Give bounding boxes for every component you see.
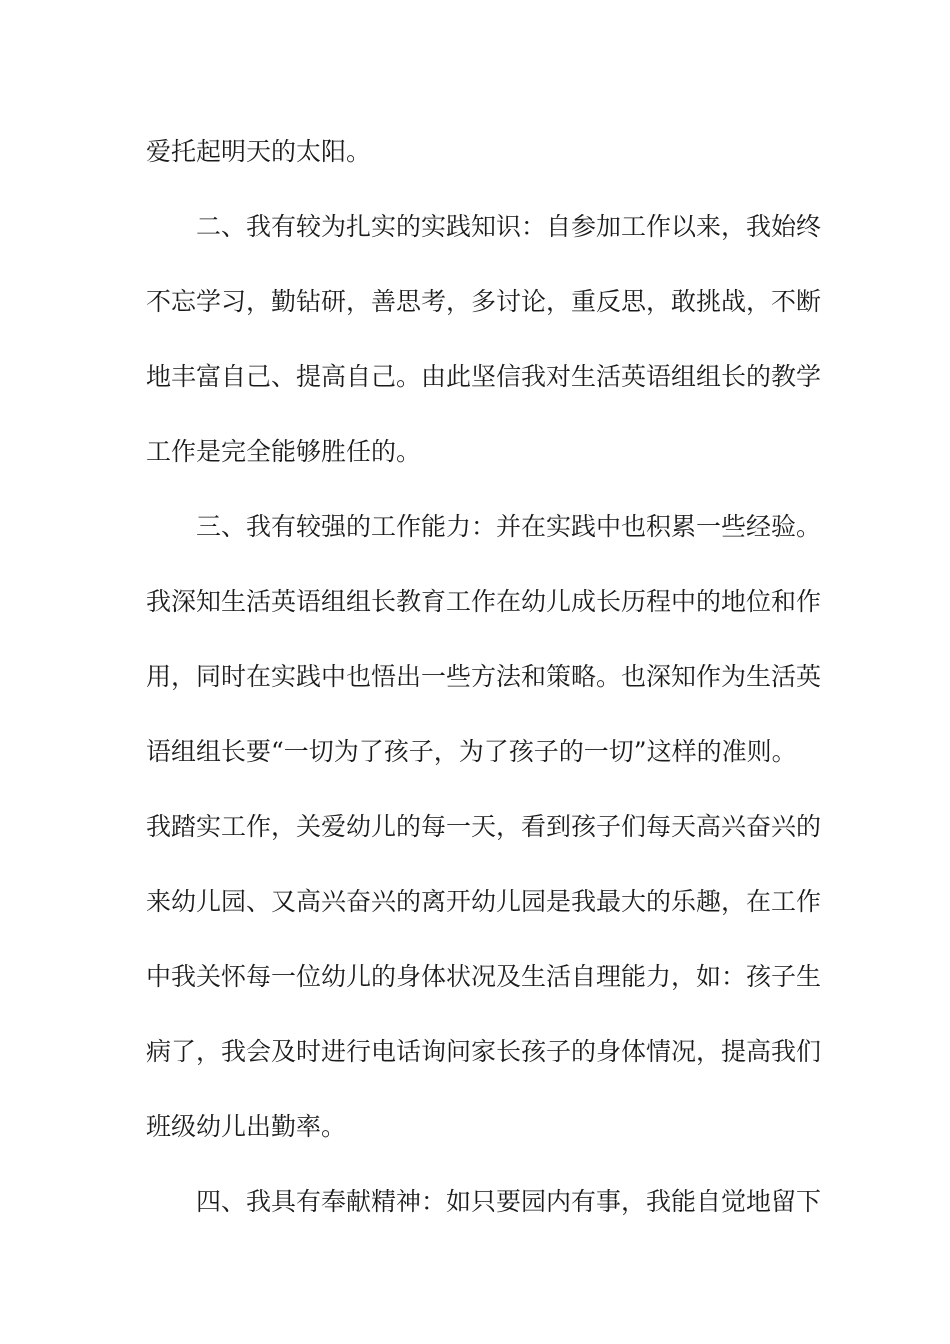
text-line-content: 中我关怀每一位幼儿的身体状况及生活自理能力，如：孩子生	[146, 962, 822, 991]
text-line-content: 三、我有较强的工作能力：并在实践中也积累一些经验。	[196, 512, 822, 541]
text-line-content: 我深知生活英语组组长教育工作在幼儿成长历程中的地位和作	[146, 587, 822, 616]
text-line-content: 地丰富自己、提高自己。由此坚信我对生活英语组组长的教学	[146, 362, 822, 391]
text-line	[146, 953, 822, 1028]
text-line	[146, 878, 822, 953]
text-line	[146, 128, 794, 203]
text-line-content: 爱托起明天的太阳。	[146, 137, 372, 166]
text-line-content: 不忘学习，勤钻研，善思考，多讨论，重反思，敢挑战，不断	[146, 287, 822, 316]
text-line-content: 工作是完全能够胜任的。	[146, 437, 422, 466]
document-body	[146, 128, 822, 1253]
text-line	[146, 1103, 794, 1178]
text-line	[146, 428, 794, 503]
text-line-content: 语组组长要“一切为了孩子，为了孩子的一切”这样的准则。	[146, 737, 797, 766]
text-line-content: 班级幼儿出勤率。	[146, 1112, 347, 1141]
text-line	[146, 203, 822, 278]
text-line	[146, 353, 822, 428]
text-line-content: 用，同时在实践中也悟出一些方法和策略。也深知作为生活英	[146, 662, 822, 691]
text-line	[146, 578, 822, 653]
text-line	[146, 278, 822, 353]
text-line	[146, 653, 822, 728]
text-line-content: 二、我有较为扎实的实践知识：自参加工作以来，我始终	[196, 212, 822, 241]
text-line-content: 我踏实工作，关爱幼儿的每一天，看到孩子们每天高兴奋兴的	[146, 812, 822, 841]
text-line	[146, 803, 822, 878]
text-line	[146, 1178, 822, 1253]
text-line	[146, 503, 822, 578]
text-line-content: 病了，我会及时进行电话询问家长孩子的身体情况，提高我们	[146, 1037, 822, 1066]
text-line	[146, 728, 797, 803]
text-line-content: 四、我具有奉献精神：如只要园内有事，我能自觉地留下	[196, 1187, 822, 1216]
text-line-content: 来幼儿园、又高兴奋兴的离开幼儿园是我最大的乐趣，在工作	[146, 887, 822, 916]
text-line	[146, 1028, 822, 1103]
